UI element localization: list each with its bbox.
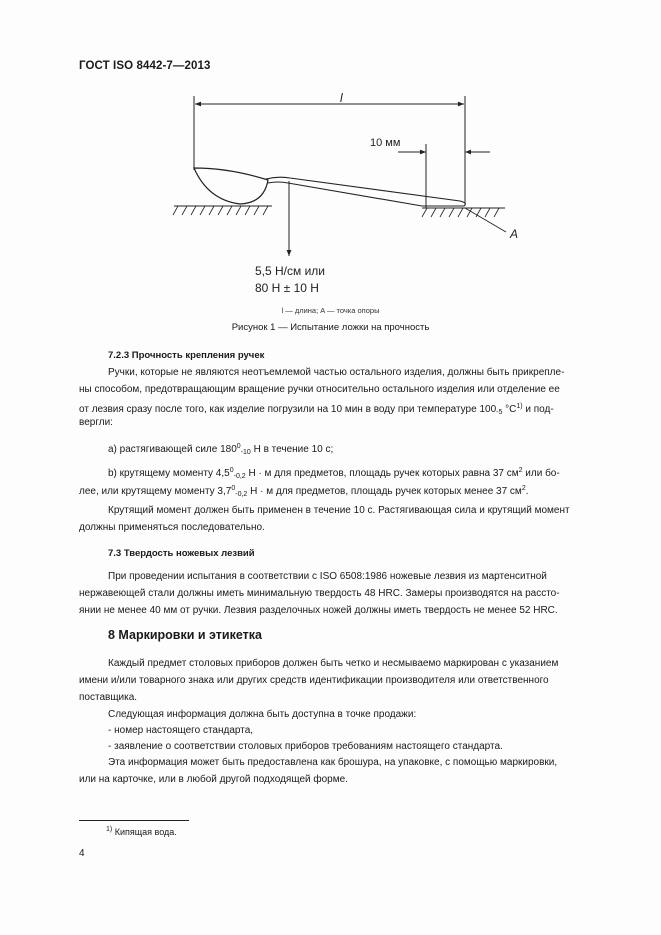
- s8-list-item-2: - заявление о соответствии столовых приборов требованиям настоящего стандарта.: [108, 741, 503, 752]
- section-7-2-3-heading: 7.2.3 Прочность крепления ручек: [108, 350, 265, 361]
- s8-line-8: или на карточке, или в любой другой подходящей форме.: [79, 774, 348, 785]
- s73-line-2: нержавеющей стали должны иметь минимальную твердость 48 HRC. Замеры производятся на рассто-: [79, 588, 560, 599]
- s8-line-1: Каждый предмет столовых приборов должен быть четко и несмываемо маркирован с указанием: [108, 658, 559, 669]
- document-header: ГОСТ ISO 8442-7—2013: [79, 60, 211, 72]
- s8-line-4: Следующая информация должна быть доступна в точке продажи:: [108, 709, 417, 720]
- s8-line-2: имени и/или товарного знака или других средств идентификации производителя или ответственного: [79, 675, 549, 686]
- s723-p2-line-1: Крутящий момент должен быть применен в течение 10 с. Растягивающая сила и крутящий момент: [108, 505, 570, 516]
- spoon-bowl: [194, 168, 268, 204]
- figure-caption: Рисунок 1 — Испытание ложки на прочность: [231, 322, 430, 333]
- footnote: $^{1)}$ Кипящая вода.: [106, 826, 177, 837]
- s723-line-4: вергли:: [79, 417, 113, 428]
- figure-legend: l — длина; A — точка опоры: [281, 306, 380, 315]
- dim-10mm-label: 10 мм: [370, 137, 401, 149]
- dim-l-label: l: [340, 91, 343, 105]
- page-number: 4: [79, 848, 85, 859]
- s723-item-b: b) крутящему моменту $4,5^0_{-0,2}$ Н · м для предметов, площадь ручек которых равна 37 $см^2$ или бо-: [108, 467, 560, 480]
- s73-line-3: янии не менее 40 мм от ручки. Лезвия разделочных ножей должны иметь твердость не менее 52 HRC.: [79, 605, 558, 616]
- section-7-3-heading: 7.3 Твердость ножевых лезвий: [108, 548, 255, 559]
- s73-line-1: При проведении испытания в соответствии с ISO 6508:1986 ножевые лезвия из мартенситной: [108, 571, 547, 582]
- point-a-label: A: [510, 227, 519, 241]
- s8-line-7: Эта информация может быть предоставлена как брошура, на упаковке, с помощью маркировки,: [108, 757, 558, 768]
- force-label-2: 80 Н ± 10 Н: [255, 281, 319, 295]
- s723-line-3: от лезвия сразу после того, как изделие погрузили на 10 мин в воду при температуре $100_{-5}$ $^\circ C^{1)}$ и под-: [79, 403, 554, 416]
- s723-line-1: Ручки, которые не являются неотъемлемой частью остального изделия, должны быть прикрепле-: [108, 367, 565, 378]
- spoon-test-figure: [160, 82, 540, 302]
- spoon-handle: [266, 177, 465, 206]
- s723-line-2: ны способом, предотвращающим вращение ручки относительно остального изделия или отделение ее: [79, 384, 560, 395]
- force-label-1: 5,5 Н/см или: [255, 264, 326, 278]
- footnote-separator: [79, 820, 189, 821]
- s723-p2-line-2: должны применяться последовательно.: [79, 522, 265, 533]
- s723-item-a: а) растягивающей силе $180^0_{-10}$ Н в течение 10 с;: [108, 443, 334, 456]
- section-8-heading: 8 Маркировки и этикетка: [108, 628, 262, 642]
- s8-line-3: поставщика.: [79, 692, 138, 703]
- s723-item-b-cont: лее, или крутящему моменту $3,7^0_{-0,2}$ Н · м для предметов, площадь ручек которых менее 37 $см^2$.: [79, 485, 529, 498]
- s8-list-item-1: - номер настоящего стандарта,: [108, 725, 254, 736]
